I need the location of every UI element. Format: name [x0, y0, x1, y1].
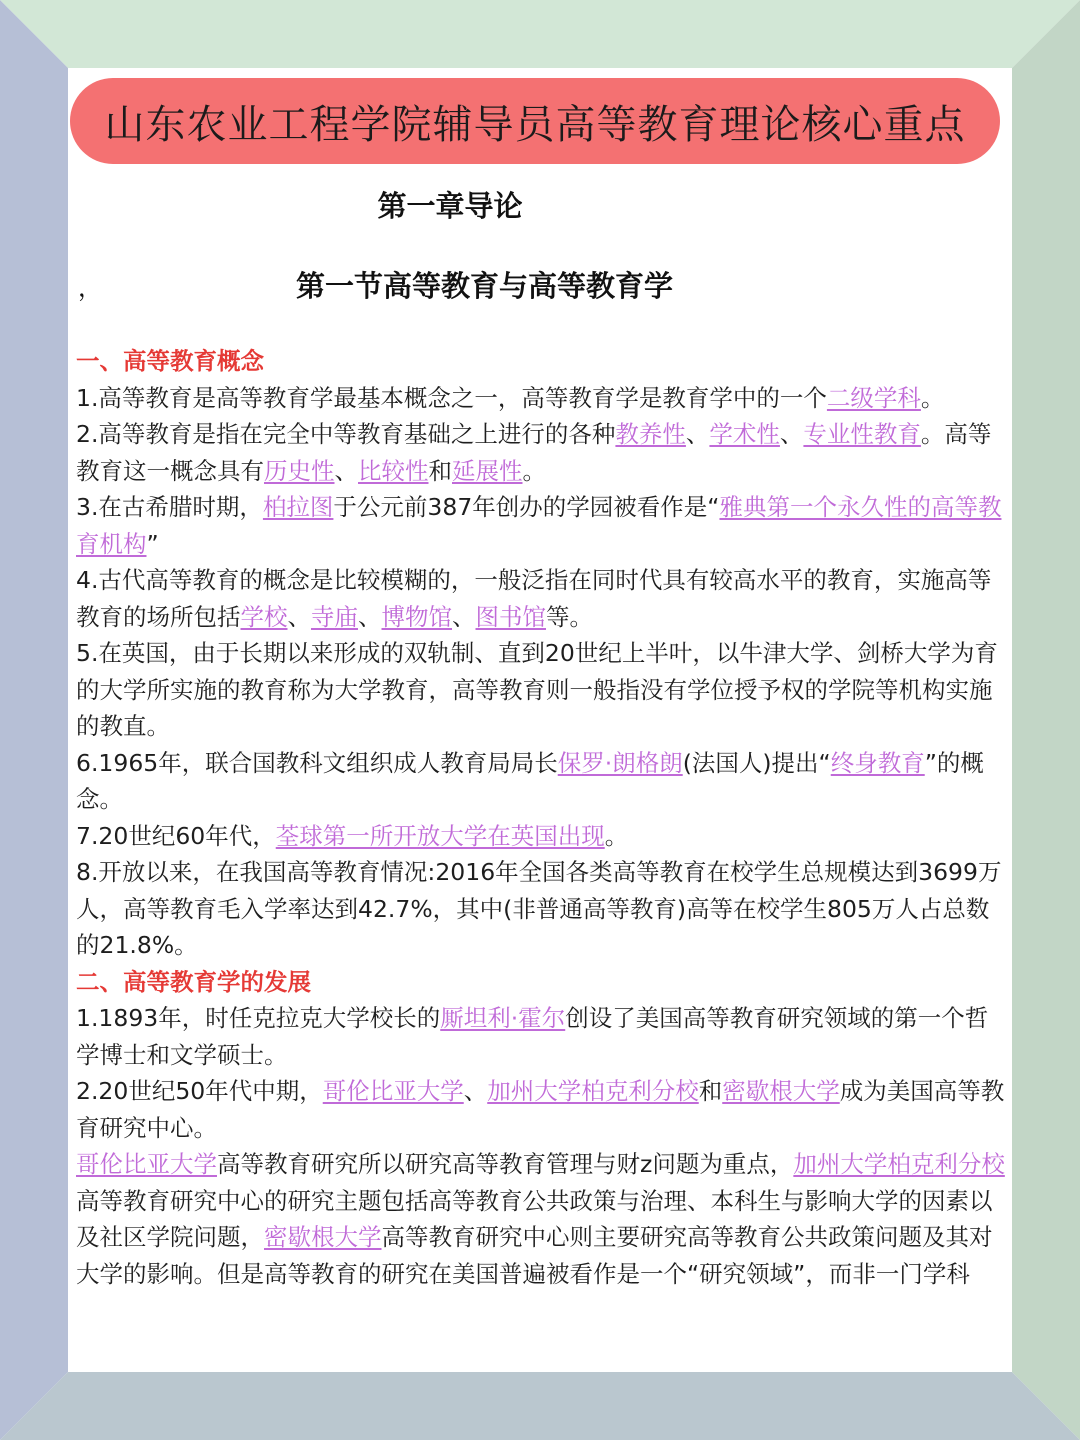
link-term[interactable]: 厮坦利·霍尔	[440, 1004, 566, 1032]
link-term[interactable]: 二级学科	[826, 383, 921, 412]
text: 2.20世纪50年代中期，	[76, 1077, 323, 1105]
text: 1.高等教育是高等教育学最基本概念之一，高等教育学是教育学中的一个	[76, 383, 827, 412]
link-term[interactable]: 加州大学柏克利分校	[793, 1150, 1005, 1178]
text: 。高等教育这一概念具有	[76, 420, 992, 485]
link-term[interactable]: 密歇根大学	[264, 1223, 382, 1251]
document-body	[76, 343, 1006, 1292]
text: ”的概念。	[76, 748, 984, 813]
text: 等。	[546, 602, 593, 631]
link-term[interactable]: 哥伦比亚大学	[76, 1150, 217, 1178]
text: 成为美国高等教育研究中心。	[76, 1077, 1005, 1142]
text: 于公元前387年创办的学园被看作是“	[333, 493, 720, 521]
link-term[interactable]: 寺庙	[311, 602, 358, 631]
text: 1.1893年，时任克拉克大学校长的	[76, 1004, 441, 1032]
text: ”	[146, 529, 159, 558]
link-term[interactable]: 教养性	[615, 420, 686, 448]
paragraph-5: 5.在英国，由于长期以来形成的双轨制、直到20世纪上半叶，以牛津大学、剑桥大学为育的大学所实施的教育称为大学教育，高等教育则一般指没有学位授予权的学院等机构实施的教直。	[76, 639, 998, 740]
link-term[interactable]: 延展性	[452, 456, 523, 485]
text: 、	[358, 602, 382, 631]
link-term[interactable]: 保罗·朗格朗	[557, 748, 683, 777]
text: 4.古代高等教育的概念是比较模糊的，一般泛指在同时代具有较高水平的教育，实施高等教育的场所包括	[76, 566, 992, 631]
text: 和	[428, 456, 452, 485]
link-term[interactable]: 荃球第一所开放大学在英国出现	[275, 821, 605, 850]
text: 、	[452, 602, 476, 631]
text: 。	[522, 456, 546, 485]
text: 、	[463, 1077, 488, 1105]
link-term[interactable]: 终身教育	[830, 748, 925, 777]
heading-concept: 一、高等教育概念	[76, 347, 264, 375]
paragraph-7	[76, 818, 1006, 855]
paragraph-9	[76, 1000, 1006, 1073]
link-term[interactable]: 博物馆	[381, 602, 452, 631]
text: 、	[685, 420, 710, 448]
text: 2.高等教育是指在完全中等教育基础之上进行的各种	[76, 420, 616, 448]
text: 高等教育研究中心则主要研究高等教育公共政策问题及其对大学的影响。但是高等教育的研究在美国普遍被看作是一个“研究领域”，而非一门学科	[76, 1223, 993, 1288]
paragraph-6	[76, 745, 1006, 818]
text: 、	[287, 602, 311, 631]
paragraph-4	[76, 562, 1006, 635]
link-term[interactable]: 学术性	[709, 420, 780, 448]
section-row	[76, 264, 1006, 304]
link-term[interactable]: 哥伦比亚大学	[322, 1077, 464, 1105]
paragraph-10	[76, 1073, 1006, 1146]
link-term[interactable]: 学校	[240, 602, 288, 631]
link-term[interactable]: 加州大学柏克利分校	[487, 1077, 699, 1105]
link-term[interactable]: 比较性	[358, 456, 429, 485]
text: 7.20世纪60年代，	[76, 821, 276, 850]
link-term[interactable]: 专业性教育	[803, 420, 921, 448]
text: 创设了美国高等教育研究领域的第一个哲学博士和文学硕士。	[76, 1004, 989, 1069]
text: 高等教育研究中心的研究主题包括高等教育公共政策与治理、本科生与影响大学的因素以及社区学院问题，	[76, 1186, 993, 1251]
text: 、	[334, 456, 358, 485]
text: 。	[604, 821, 629, 850]
paragraph-2	[76, 416, 1006, 489]
link-term[interactable]: 图书馆	[475, 602, 546, 631]
text: 3.在古希腊时期，	[76, 493, 263, 521]
paragraph-8: 8.开放以来，在我国高等教育情况:2016年全国各类高等教育在校学生总规模达到3699万人，高等教育毛入学率达到42.7%，其中(非普通高等教育)高等在校学生805万人占总数的21.8%。	[76, 858, 1002, 959]
paragraph-3	[76, 489, 1006, 562]
text: (法国人)提出“	[682, 748, 831, 777]
chapter-title: 第一章导论	[377, 189, 523, 223]
title-banner	[70, 78, 1000, 164]
link-term[interactable]: 历史性	[264, 456, 335, 485]
link-term[interactable]: 密歇根大学	[722, 1077, 840, 1105]
heading-development: 二、高等教育学的发展	[76, 967, 311, 996]
paragraph-11	[76, 1146, 1006, 1292]
text: 和	[698, 1077, 723, 1105]
paragraph-1	[76, 380, 1006, 417]
text: 、	[779, 420, 804, 448]
link-term[interactable]: 雅典第一个永久性的高等教育机构	[76, 493, 1002, 558]
stray-mark: ，	[78, 274, 102, 302]
page-title: 山东农业工程学院辅导员高等教育理论核心重点	[104, 101, 966, 148]
text: 。	[920, 383, 945, 412]
text: 高等教育研究所以研究高等教育管理与财z问题为重点，	[217, 1150, 794, 1178]
text: 6.1965年，联合国教科文组织成人教育局局长	[76, 748, 558, 777]
section-title: 第一节高等教育与高等教育学	[296, 269, 674, 303]
link-term[interactable]: 柏拉图	[262, 493, 334, 521]
